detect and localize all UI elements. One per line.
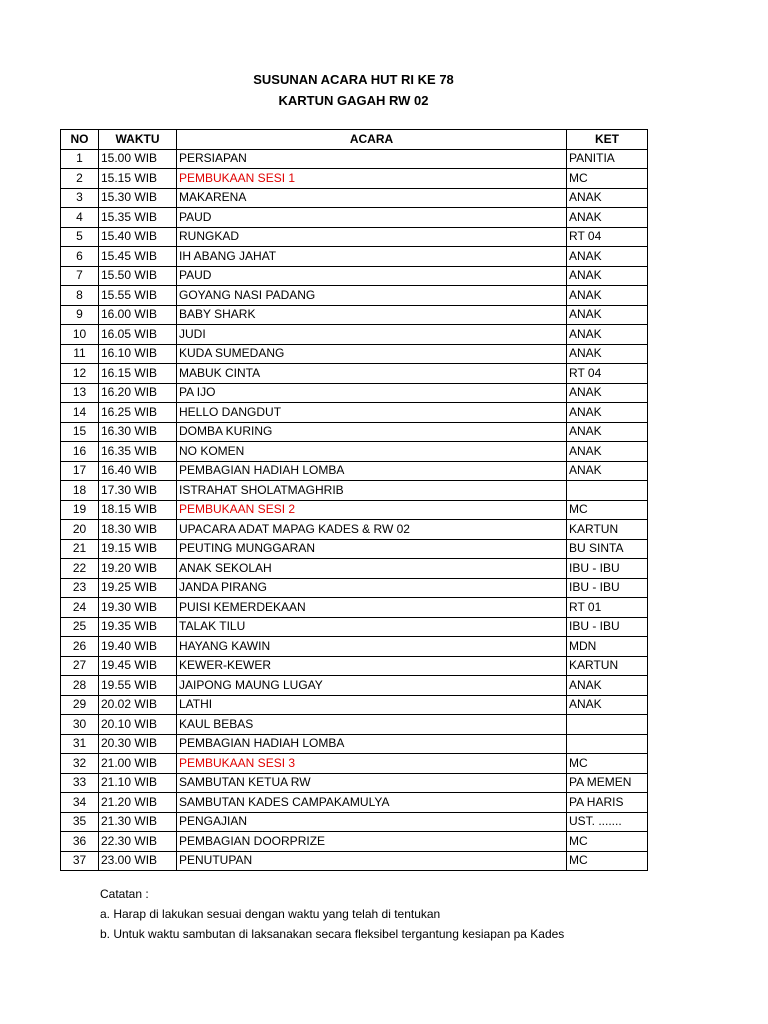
row-acara: NO KOMEN [177, 442, 567, 462]
row-no: 24 [61, 598, 99, 618]
table-row [61, 695, 648, 715]
row-ket: MC [567, 851, 648, 871]
row-no: 36 [61, 832, 99, 852]
row-ket: ANAK [567, 403, 648, 423]
row-waktu: 16.20 WIB [99, 383, 177, 403]
table-row [61, 286, 648, 306]
row-ket: PA HARIS [567, 793, 648, 813]
row-ket: ANAK [567, 286, 648, 306]
row-acara: MAKARENA [177, 188, 567, 208]
row-acara: PUISI KEMERDEKAAN [177, 598, 567, 618]
row-no: 35 [61, 812, 99, 832]
row-ket: IBU - IBU [567, 617, 648, 637]
table-row [61, 793, 648, 813]
row-acara: LATHI [177, 695, 567, 715]
table-row [61, 500, 648, 520]
row-no: 16 [61, 442, 99, 462]
row-ket: MC [567, 500, 648, 520]
row-waktu: 21.30 WIB [99, 812, 177, 832]
row-no: 20 [61, 520, 99, 540]
table-row [61, 832, 648, 852]
row-waktu: 16.15 WIB [99, 364, 177, 384]
table-row [61, 520, 648, 540]
row-acara: PEMBUKAAN SESI 3 [177, 754, 567, 774]
row-ket: PA MEMEN [567, 773, 648, 793]
row-no: 37 [61, 851, 99, 871]
row-waktu: 16.25 WIB [99, 403, 177, 423]
table-row [61, 247, 648, 267]
row-acara: PEMBUKAAN SESI 1 [177, 169, 567, 189]
row-acara: PEMBAGIAN HADIAH LOMBA [177, 734, 567, 754]
row-no: 21 [61, 539, 99, 559]
row-no: 11 [61, 344, 99, 364]
row-no: 27 [61, 656, 99, 676]
row-no: 15 [61, 422, 99, 442]
row-no: 18 [61, 481, 99, 501]
row-no: 33 [61, 773, 99, 793]
row-waktu: 16.30 WIB [99, 422, 177, 442]
schedule-table [60, 129, 648, 871]
table-row [61, 481, 648, 501]
row-waktu: 23.00 WIB [99, 851, 177, 871]
header-ket: KET [567, 130, 648, 150]
document-title: SUSUNAN ACARA HUT RI KE 78 [253, 72, 454, 87]
row-waktu: 16.05 WIB [99, 325, 177, 345]
row-ket: MC [567, 169, 648, 189]
row-ket: ANAK [567, 305, 648, 325]
table-row [61, 344, 648, 364]
row-acara: BABY SHARK [177, 305, 567, 325]
row-no: 9 [61, 305, 99, 325]
table-row [61, 812, 648, 832]
row-ket: UST. ....... [567, 812, 648, 832]
table-row [61, 364, 648, 384]
row-no: 14 [61, 403, 99, 423]
table-row [61, 656, 648, 676]
table-row [61, 442, 648, 462]
row-no: 12 [61, 364, 99, 384]
row-ket [567, 715, 648, 735]
table-row [61, 188, 648, 208]
row-ket: MC [567, 754, 648, 774]
row-waktu: 19.20 WIB [99, 559, 177, 579]
row-ket: RT 04 [567, 364, 648, 384]
row-waktu: 16.40 WIB [99, 461, 177, 481]
row-no: 13 [61, 383, 99, 403]
document-subtitle: KARTUN GAGAH RW 02 [278, 93, 429, 108]
row-acara: PAUD [177, 266, 567, 286]
table-row [61, 617, 648, 637]
row-acara: RUNGKAD [177, 227, 567, 247]
table-row [61, 637, 648, 657]
row-no: 3 [61, 188, 99, 208]
row-waktu: 19.55 WIB [99, 676, 177, 696]
row-acara: SAMBUTAN KADES CAMPAKAMULYA [177, 793, 567, 813]
row-acara: ANAK SEKOLAH [177, 559, 567, 579]
table-row [61, 305, 648, 325]
table-row [61, 169, 648, 189]
row-ket: ANAK [567, 383, 648, 403]
row-waktu: 19.45 WIB [99, 656, 177, 676]
row-ket: ANAK [567, 344, 648, 364]
row-acara: SAMBUTAN KETUA RW [177, 773, 567, 793]
notes-section [100, 884, 564, 944]
table-header-row [61, 130, 648, 150]
row-ket: MDN [567, 637, 648, 657]
row-acara: DOMBA KURING [177, 422, 567, 442]
row-no: 10 [61, 325, 99, 345]
row-acara: PEMBAGIAN DOORPRIZE [177, 832, 567, 852]
row-ket: ANAK [567, 188, 648, 208]
row-waktu: 15.00 WIB [99, 149, 177, 169]
table-row [61, 559, 648, 579]
row-waktu: 19.15 WIB [99, 539, 177, 559]
table-row [61, 676, 648, 696]
table-row [61, 461, 648, 481]
row-acara: PENUTUPAN [177, 851, 567, 871]
row-ket: KARTUN [567, 520, 648, 540]
row-ket: PANITIA [567, 149, 648, 169]
row-waktu: 18.15 WIB [99, 500, 177, 520]
table-row [61, 383, 648, 403]
row-waktu: 21.20 WIB [99, 793, 177, 813]
row-no: 2 [61, 169, 99, 189]
row-waktu: 19.40 WIB [99, 637, 177, 657]
row-waktu: 21.10 WIB [99, 773, 177, 793]
row-waktu: 17.30 WIB [99, 481, 177, 501]
table-row [61, 598, 648, 618]
row-ket: MC [567, 832, 648, 852]
row-waktu: 19.30 WIB [99, 598, 177, 618]
row-no: 32 [61, 754, 99, 774]
row-acara: JANDA PIRANG [177, 578, 567, 598]
notes-heading: Catatan : [100, 887, 149, 901]
note-item: a. Harap di lakukan sesuai dengan waktu yang telah di tentukan [100, 907, 441, 921]
row-no: 8 [61, 286, 99, 306]
row-ket: KARTUN [567, 656, 648, 676]
row-no: 17 [61, 461, 99, 481]
row-waktu: 16.10 WIB [99, 344, 177, 364]
row-acara: PEMBUKAAN SESI 2 [177, 500, 567, 520]
row-waktu: 20.30 WIB [99, 734, 177, 754]
row-waktu: 15.30 WIB [99, 188, 177, 208]
table-row [61, 539, 648, 559]
row-acara: KUDA SUMEDANG [177, 344, 567, 364]
row-ket: ANAK [567, 325, 648, 345]
row-ket: ANAK [567, 208, 648, 228]
table-row [61, 266, 648, 286]
row-acara: PERSIAPAN [177, 149, 567, 169]
row-no: 31 [61, 734, 99, 754]
row-acara: MABUK CINTA [177, 364, 567, 384]
row-acara: HELLO DANGDUT [177, 403, 567, 423]
row-ket: BU SINTA [567, 539, 648, 559]
row-waktu: 19.25 WIB [99, 578, 177, 598]
row-ket: IBU - IBU [567, 578, 648, 598]
row-ket: RT 04 [567, 227, 648, 247]
row-waktu: 15.50 WIB [99, 266, 177, 286]
row-ket: ANAK [567, 247, 648, 267]
row-no: 6 [61, 247, 99, 267]
row-ket: ANAK [567, 266, 648, 286]
row-waktu: 15.55 WIB [99, 286, 177, 306]
header-waktu: WAKTU [99, 130, 177, 150]
row-acara: KAUL BEBAS [177, 715, 567, 735]
row-no: 1 [61, 149, 99, 169]
row-acara: JUDI [177, 325, 567, 345]
row-waktu: 15.15 WIB [99, 169, 177, 189]
row-no: 19 [61, 500, 99, 520]
table-row [61, 403, 648, 423]
row-no: 26 [61, 637, 99, 657]
table-row [61, 578, 648, 598]
row-acara: HAYANG KAWIN [177, 637, 567, 657]
table-row [61, 773, 648, 793]
row-ket: ANAK [567, 442, 648, 462]
table-row [61, 715, 648, 735]
table-row [61, 734, 648, 754]
row-waktu: 18.30 WIB [99, 520, 177, 540]
row-acara: PA IJO [177, 383, 567, 403]
row-acara: PEUTING MUNGGARAN [177, 539, 567, 559]
row-waktu: 15.45 WIB [99, 247, 177, 267]
table-row [61, 325, 648, 345]
row-acara: ISTRAHAT SHOLATMAGHRIB [177, 481, 567, 501]
row-waktu: 20.10 WIB [99, 715, 177, 735]
row-waktu: 15.40 WIB [99, 227, 177, 247]
row-ket: ANAK [567, 461, 648, 481]
row-acara: JAIPONG MAUNG LUGAY [177, 676, 567, 696]
row-ket [567, 734, 648, 754]
table-row [61, 208, 648, 228]
row-waktu: 22.30 WIB [99, 832, 177, 852]
table-row [61, 227, 648, 247]
row-waktu: 15.35 WIB [99, 208, 177, 228]
row-ket [567, 481, 648, 501]
row-acara: PEMBAGIAN HADIAH LOMBA [177, 461, 567, 481]
row-acara: TALAK TILU [177, 617, 567, 637]
row-acara: GOYANG NASI PADANG [177, 286, 567, 306]
row-ket: ANAK [567, 695, 648, 715]
table-row [61, 754, 648, 774]
row-no: 5 [61, 227, 99, 247]
row-ket: ANAK [567, 676, 648, 696]
row-no: 28 [61, 676, 99, 696]
row-waktu: 20.02 WIB [99, 695, 177, 715]
row-no: 4 [61, 208, 99, 228]
row-no: 23 [61, 578, 99, 598]
row-waktu: 16.35 WIB [99, 442, 177, 462]
row-no: 7 [61, 266, 99, 286]
table-row [61, 422, 648, 442]
schedule-body [61, 149, 648, 871]
row-ket: RT 01 [567, 598, 648, 618]
row-acara: IH ABANG JAHAT [177, 247, 567, 267]
table-row [61, 851, 648, 871]
row-no: 34 [61, 793, 99, 813]
row-no: 29 [61, 695, 99, 715]
row-no: 30 [61, 715, 99, 735]
row-acara: PAUD [177, 208, 567, 228]
row-waktu: 16.00 WIB [99, 305, 177, 325]
row-ket: ANAK [567, 422, 648, 442]
row-acara: KEWER-KEWER [177, 656, 567, 676]
row-ket: IBU - IBU [567, 559, 648, 579]
row-waktu: 21.00 WIB [99, 754, 177, 774]
header-acara: ACARA [177, 130, 567, 150]
row-no: 25 [61, 617, 99, 637]
row-waktu: 19.35 WIB [99, 617, 177, 637]
row-acara: UPACARA ADAT MAPAG KADES & RW 02 [177, 520, 567, 540]
header-no: NO [61, 130, 99, 150]
note-item: b. Untuk waktu sambutan di laksanakan secara fleksibel tergantung kesiapan pa Kades [100, 927, 565, 941]
table-row [61, 149, 648, 169]
row-no: 22 [61, 559, 99, 579]
row-acara: PENGAJIAN [177, 812, 567, 832]
